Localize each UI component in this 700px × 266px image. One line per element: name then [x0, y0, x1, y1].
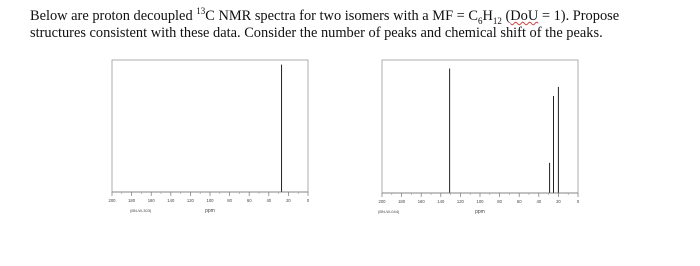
spectrum-footer-code: (BN-W-044): [378, 209, 400, 214]
peak-group: [450, 69, 559, 193]
tick-label: 20: [286, 198, 291, 203]
tick-label: 160: [147, 198, 155, 203]
question-text-part: C NMR spectra for two isomers with a MF = C: [205, 8, 478, 24]
tick-label: 140: [437, 199, 445, 204]
question-line-2: structures consistent with these data. Consider the number of peaks and chemical shift of the peaks.: [30, 25, 603, 41]
question-text: [30, 8, 690, 42]
tick-label: 200: [108, 198, 116, 203]
carbon-count-subscript: 6: [477, 15, 483, 26]
hydrogen-count-subscript: 12: [492, 15, 502, 26]
tick-label: 160: [417, 199, 425, 204]
spectrum-1: [100, 60, 320, 230]
tick-label: 180: [128, 198, 136, 203]
tick-label: 0: [306, 198, 310, 203]
tick-group: [379, 193, 580, 204]
tick-label: 140: [167, 198, 175, 203]
dou-term: DoU: [510, 8, 539, 24]
tick-label: 80: [227, 198, 232, 203]
question-line-1: [30, 8, 690, 25]
tick-label: 20: [556, 199, 561, 204]
question-text-part: = 1). Propose: [538, 8, 620, 24]
tick-label: 40: [266, 198, 272, 203]
tick-label: 60: [516, 199, 522, 204]
question-text-part: (: [501, 8, 511, 24]
spectrum-footer-code: (BN-W-303): [130, 208, 152, 213]
tick-label: 120: [186, 198, 194, 203]
tick-group: [109, 192, 310, 203]
tick-label: 100: [476, 199, 484, 204]
tick-label: 80: [497, 199, 502, 204]
question-text-part: Below are proton decoupled: [30, 8, 197, 24]
x-axis-unit: ppm: [475, 209, 485, 215]
isotope-superscript: 13: [196, 6, 206, 17]
tick-label: 0: [576, 199, 580, 204]
tick-label: 100: [206, 198, 214, 203]
spectrum-2: [370, 60, 590, 230]
tick-label: 200: [378, 199, 386, 204]
spectrum-frame: [112, 60, 308, 192]
x-axis-unit: ppm: [205, 208, 215, 214]
tick-label: 120: [456, 199, 464, 204]
tick-label: 180: [398, 199, 406, 204]
tick-label: 40: [536, 199, 542, 204]
spectrum-frame: [382, 60, 578, 193]
hydrogen-symbol: H: [482, 8, 493, 24]
tick-label: 60: [246, 198, 252, 203]
